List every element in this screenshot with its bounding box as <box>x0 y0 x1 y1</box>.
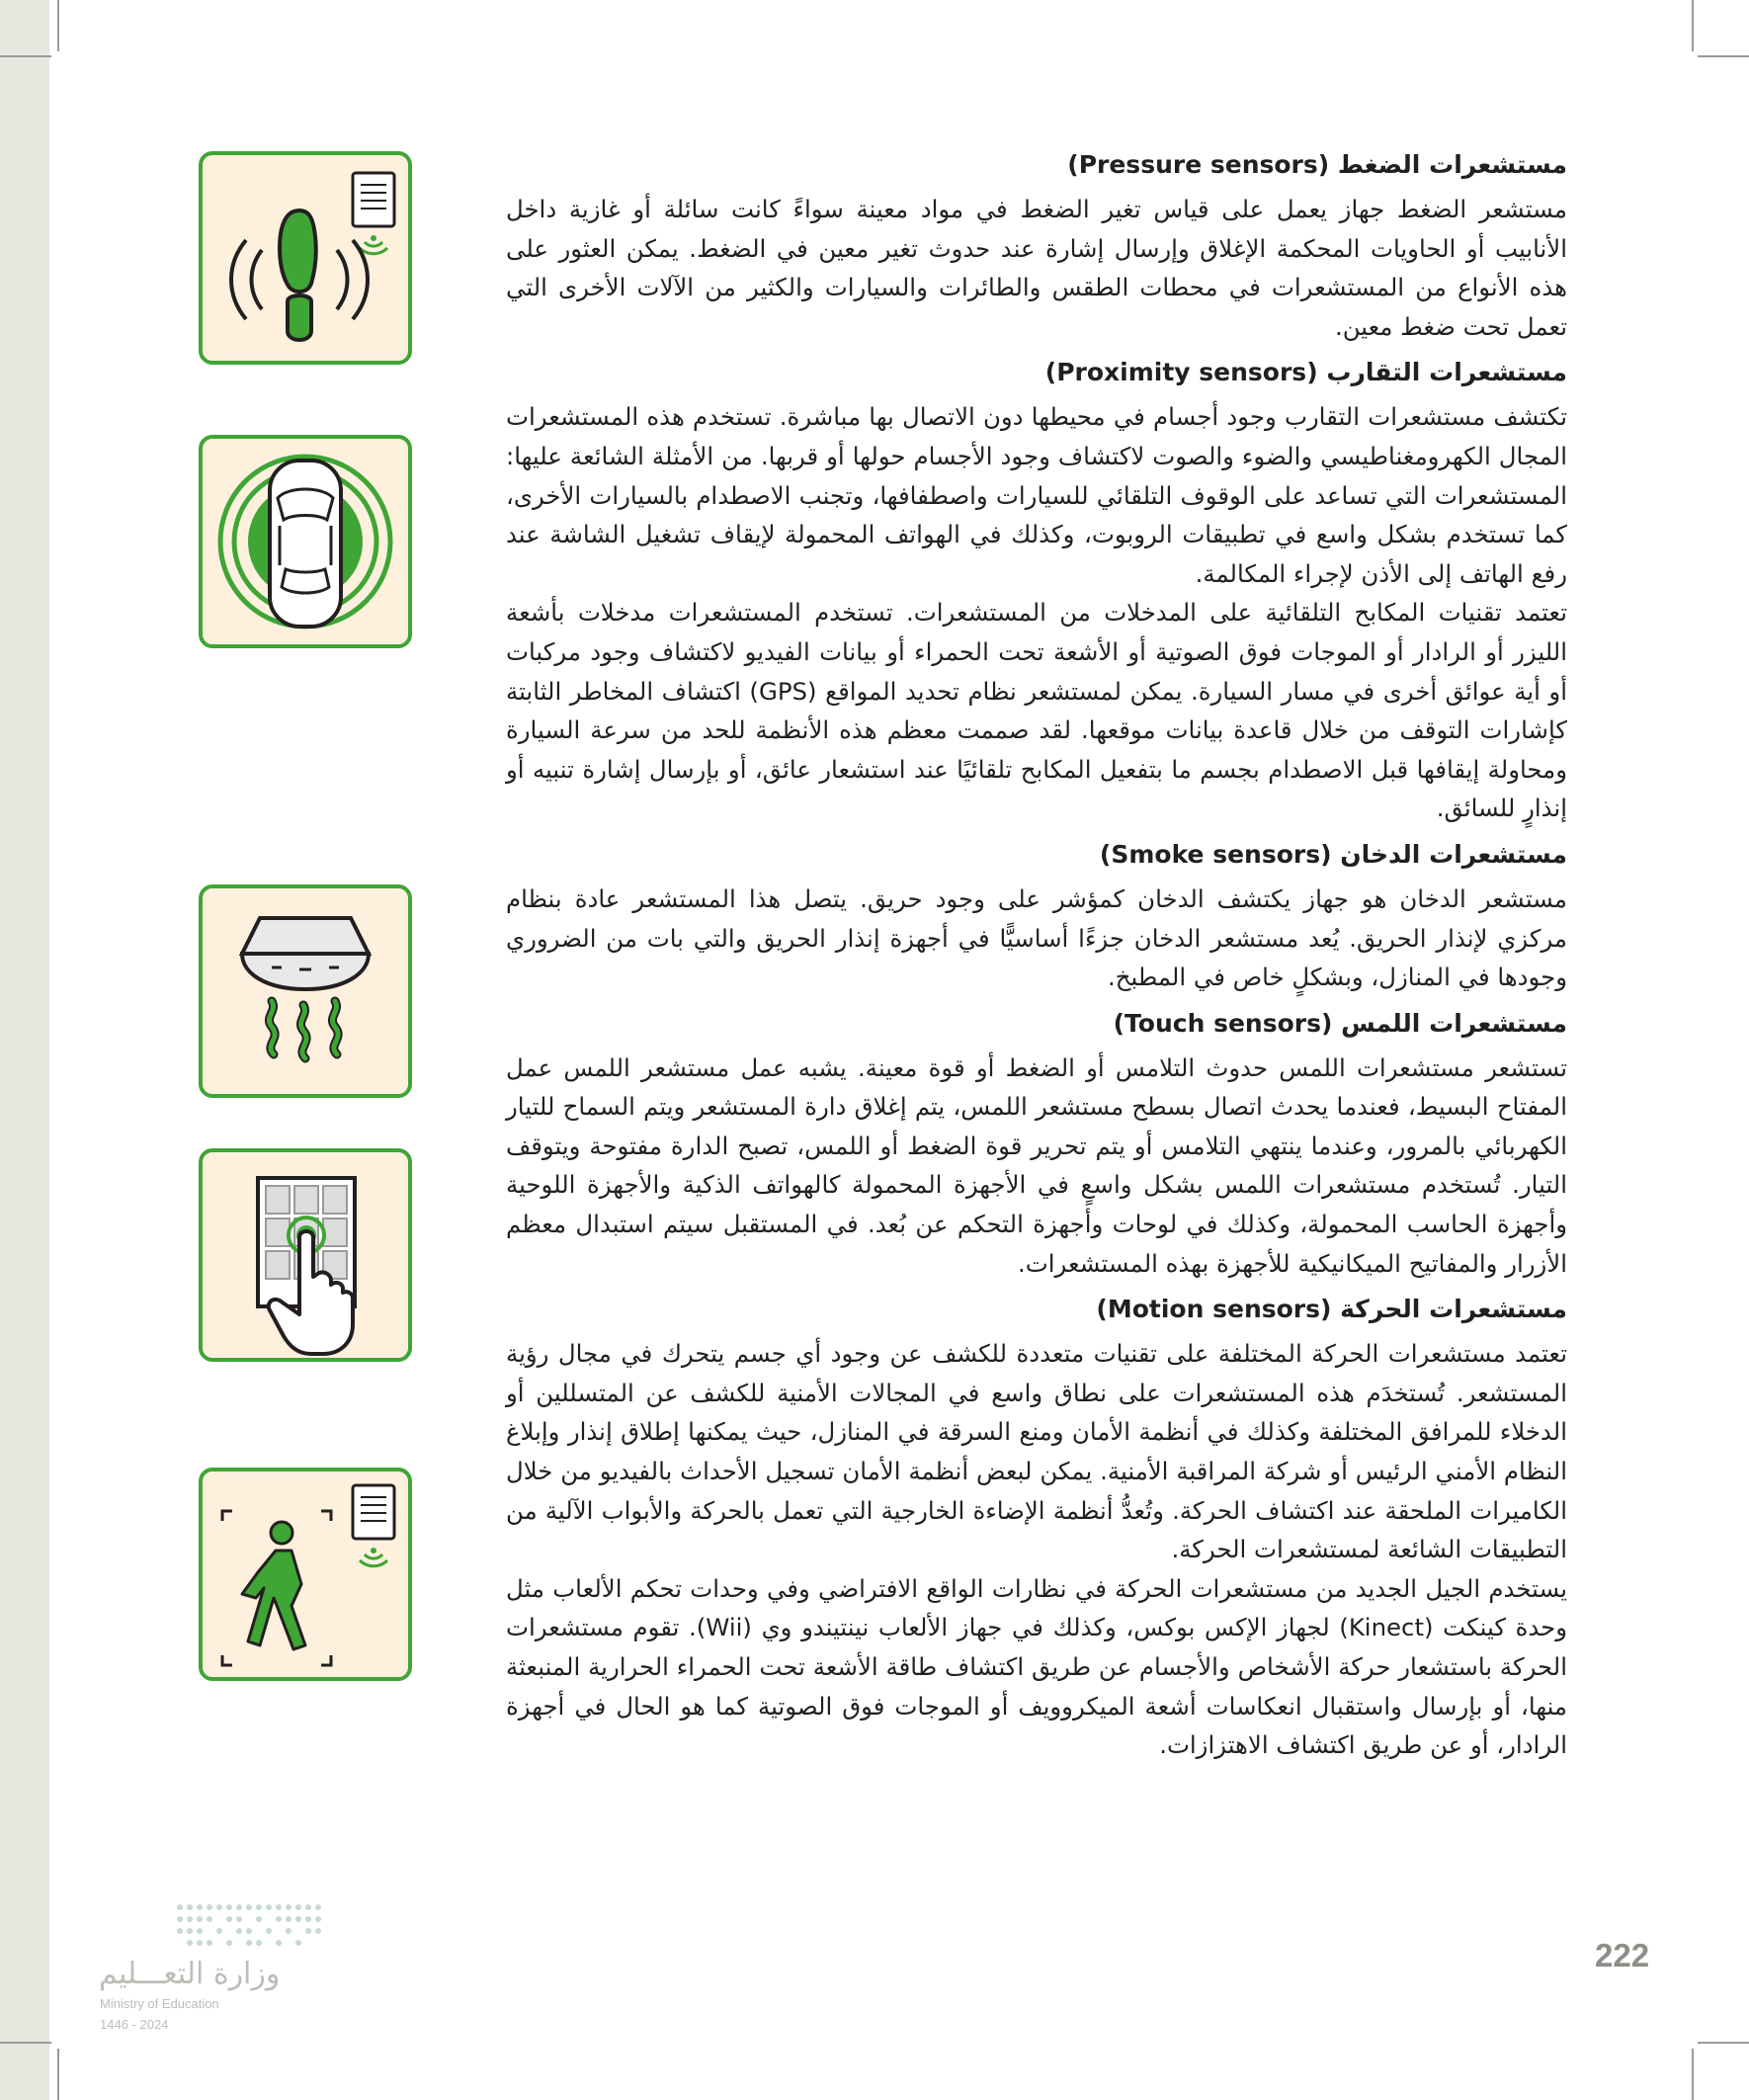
smoke-sensor-illustration <box>199 884 412 1098</box>
pressure-sensor-illustration <box>199 151 412 365</box>
crop-mark <box>0 2042 51 2044</box>
section-title-motion: مستشعرات الحركة (Motion sensors) <box>1096 1295 1567 1324</box>
crop-mark <box>1692 2049 1694 2100</box>
section-pressure-sensors <box>506 148 1567 346</box>
paragraph: يستخدم الجيل الجديد من مستشعرات الحركة في نظارات الواقع الافتراضي وفي وحدات تحكم الألعاب مثل وحدة كينكت (Kinect) لجهاز الإكس بوكس، وكذلك في جهاز الألعاب نينتيندو وي (Wii). تقوم مستشعرات الحركة باستشعار حركة الأشخاص والأجسام عن طريق اكتشاف طاقة الأشعة تحت الحمراء الحرارية المنبعثة منها، أو بإرسال واستقبال انعكاسات أشعة الميكروويف أو الموجات فوق الصوتية كما هو الحال في أجهزة الرادار، أو عن طريق اكتشاف الاهتزازات. <box>506 1573 1568 1760</box>
crop-mark <box>1692 0 1694 51</box>
touch-sensor-illustration <box>199 1148 412 1362</box>
section-title-smoke: مستشعرات الدخان (Smoke sensors) <box>1099 839 1567 869</box>
crop-mark <box>1698 2042 1749 2044</box>
ministry-name-english: Ministry of Education <box>100 1996 219 2011</box>
paragraph: مستشعر الدخان هو جهاز يكتشف الدخان كمؤشر على وجود حريق. يتصل هذا المستشعر عادة بنظام مركزي لإنذار الحريق. يُعد مستشعر الدخان جزءًا أساسيًّا في أجهزة إنذار الحريق والتي بات من الضروري وجودها في المنازل، وبشكلٍ خاص في المطبخ. <box>506 883 1567 992</box>
section-title-touch: مستشعرات اللمس (Touch sensors) <box>1113 1008 1567 1038</box>
paragraph: تعتمد مستشعرات الحركة المختلفة على تقنيات متعددة للكشف عن وجود أي جسم يتحرك في مجال رؤية المستشعر. تُستخدَم هذه المستشعرات على نطاق واسع في المجالات الأمنية للكشف عن المتسللين أو الدخلاء للمرافق المختلفة وكذلك في أنظمة الأمان ومنع السرقة في المنازل، حيث يمكنها إطلاق إنذار وإبلاغ النظام الأمني الرئيس أو شركة المراقبة الأمنية. يمكن لبعض أنظمة الأمان تسجيل الأحداث بالفيديو من خلال الكاميرات الملحقة عند اكتشاف الحركة. وتُعدُّ أنظمة الإضاءة الخارجية التي تعمل بالحركة والأبواب الآلية من التطبيقات الشائعة لمستشعرات الحركة. <box>506 1339 1567 1564</box>
main-content <box>506 148 1567 1775</box>
section-motion-sensors <box>506 1293 1567 1765</box>
paragraph: تستشعر مستشعرات اللمس حدوث التلامس أو الضغط أو قوة معينة. يشبه عمل مستشعر اللمس عمل المفتاح البسيط، فعندما يحدث اتصال بسطح مستشعر اللمس، يتم إغلاق دارة المستشعر ويتم السماح للتيار الكهربائي بالمرور، وعندما ينتهي التلامس أو يتم تحرير قوة الضغط أو اللمس، تصبح الدارة مفتوحة ويتوقف التيار. تُستخدم مستشعرات اللمس بشكل واسعٍ في الأجهزة المحمولة كالهواتف الذكية والأجهزة اللوحية وأجهزة الحاسب المحمولة، وكذلك في لوحات وأجهزة التحكم عن بُعد. في المستقبل سيتم استبدال معظم الأزرار والمفاتيح الميكانيكية للأجهزة بهذه المستشعرات. <box>506 1052 1567 1278</box>
motion-walker-icon <box>203 1471 408 1677</box>
paragraph: تعتمد تقنيات المكابح التلقائية على المدخلات من المستشعرات. تستخدم المستشعرات مدخلات بأشعة الليزر أو الرادار أو الموجات فوق الصوتية أو الأشعة تحت الحمراء أو بيانات الفيديو لاكتشاف وجود مركبات أو أية عوائق أخرى في مسار السيارة. يمكن لمستشعر نظام تحديد المواقع (GPS) اكتشاف المخاطر الثابتة كإشارات التوقف من خلال قاعدة بيانات موقعها. لقد صممت معظم هذه الأنظمة للحد من سرعة السيارة ومحاولة إيقافها قبل الاصطدام بجسم ما بتفعيل المكابح تلقائيًا عند استشعار عائق، أو بإرسال إشارة تنبيه أو إنذارٍ للسائق. <box>506 598 1567 823</box>
crop-mark <box>1698 55 1749 57</box>
crop-mark <box>57 2049 59 2100</box>
crop-mark <box>0 55 51 57</box>
ministry-year: 2024 - 1446 <box>100 2017 169 2032</box>
touch-hand-icon <box>203 1152 408 1358</box>
ministry-name-arabic: وزارة التعـــليم <box>99 1957 281 1991</box>
motion-sensor-illustration <box>199 1468 412 1681</box>
section-proximity-sensors <box>506 356 1567 828</box>
proximity-sensor-illustration <box>199 435 412 648</box>
page-number: 222 <box>1595 1937 1650 1974</box>
crop-mark <box>57 0 59 51</box>
paragraph: تكتشف مستشعرات التقارب وجود أجسام في محيطها دون الاتصال بها مباشرة. تستخدم هذه المستشعرات المجال الكهرومغناطيسي والضوء والصوت لاكتشاف وجود الأجسام حولها أو قربها. من الأمثلة الشائعة عليها: المستشعرات التي تساعد على الوقوف التلقائي للسيارات واصطفافها، وتجنب الاصطدام بالسيارات الأخرى، كما تستخدم بشكل واسع في تطبيقات الروبوت، وكذلك في الهواتف المحمولة لإيقاف تشغيل الشاشة عند رفع الهاتف إلى الأذن لإجراء المكالمة. <box>506 402 1567 588</box>
pressure-footprint-icon <box>203 155 408 361</box>
proximity-car-icon <box>203 439 408 644</box>
smoke-detector-icon <box>203 888 408 1094</box>
paragraph: مستشعر الضغط جهاز يعمل على قياس تغير الضغط في مواد معينة سواءً كانت سائلة أو غازية داخل الأنابيب أو الحاويات المحكمة الإغلاق وإرسال إشارة عند حدوث تغير معين في الضغط. يمكن العثور على هذه الأنواع من المستشعرات في محطات الطقس والطائرات والسيارات والكثير من الآلات الأخرى التي تعمل تحت ضغط معين. <box>506 195 1567 341</box>
section-smoke-sensors <box>506 838 1567 997</box>
ministry-logo-icon <box>97 1897 334 1957</box>
section-title-proximity: مستشعرات التقارب (Proximity sensors) <box>1044 358 1567 387</box>
section-touch-sensors <box>506 1007 1567 1284</box>
page-margin-strip <box>0 0 49 2100</box>
section-title-pressure: مستشعرات الضغط (Pressure sensors) <box>1067 150 1567 179</box>
